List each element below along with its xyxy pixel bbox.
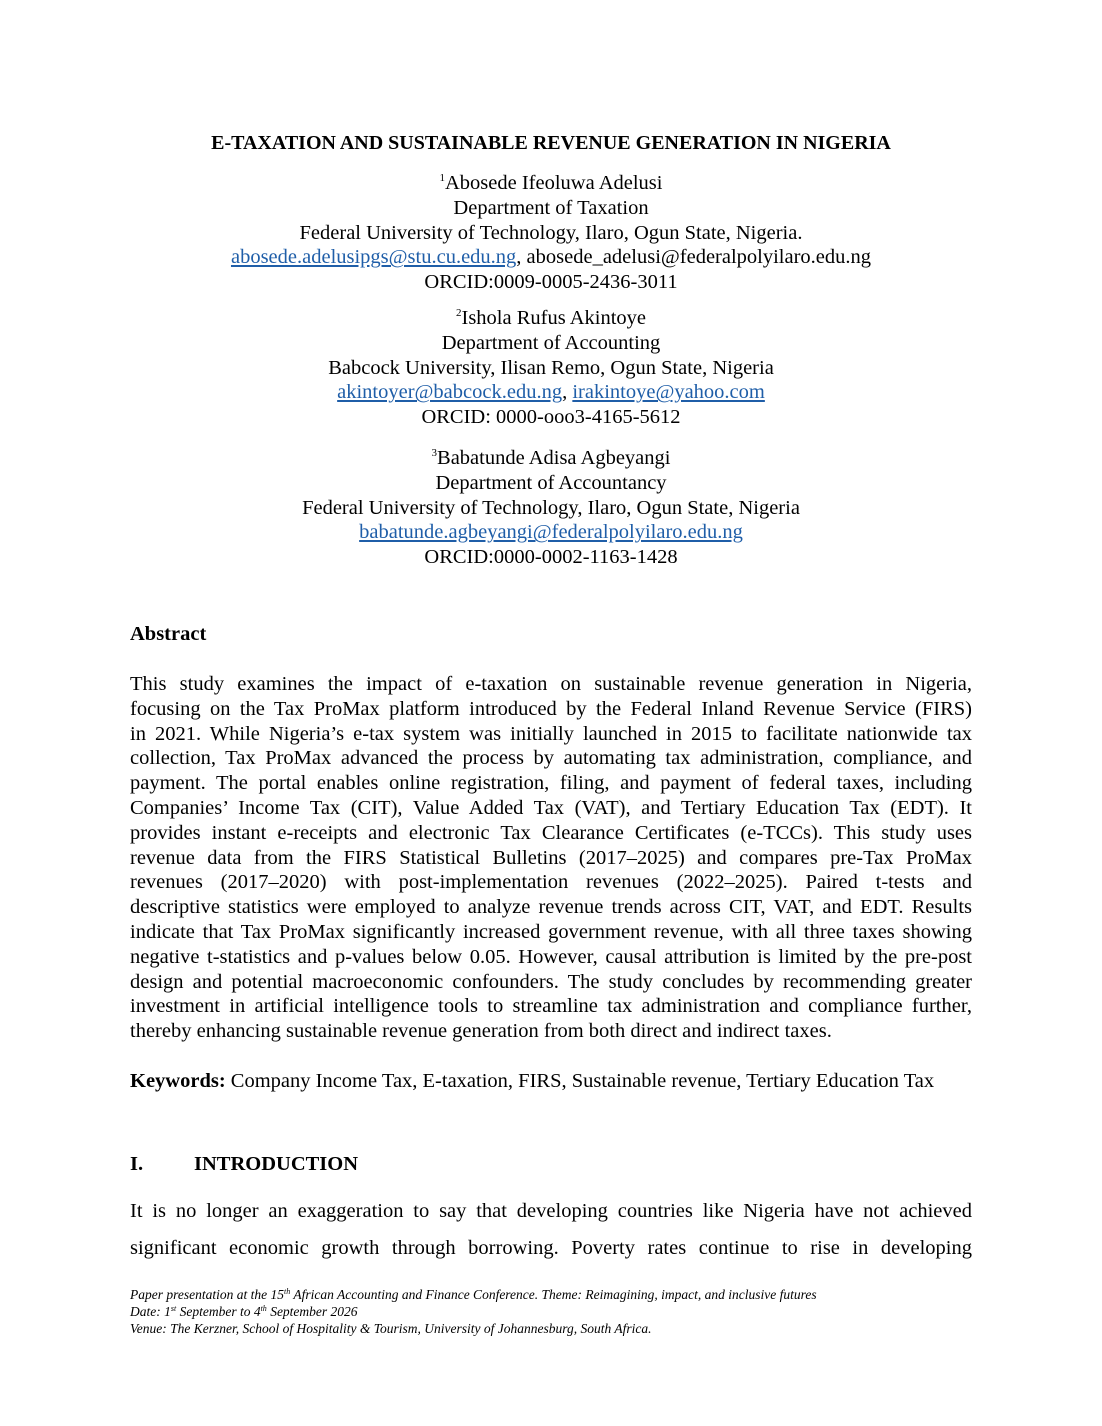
footer-date	[130, 1303, 972, 1320]
abstract-line: Companies’ Income Tax (CIT), Value Added Tax (VAT), and Tertiary Education Tax (EDT). It	[130, 796, 972, 819]
footer-text: September 2026	[266, 1304, 358, 1319]
footer-text: Paper presentation at the 15	[130, 1287, 284, 1302]
abstract-line: collection, Tax ProMax advanced the process by automating tax administration, compliance, and	[130, 747, 972, 770]
page-footer	[130, 1286, 972, 1337]
author-name-line	[130, 446, 972, 471]
body-line: It is no longer an exaggeration to say that developing countries like Nigeria have not achieved	[130, 1200, 972, 1222]
footer-sup: th	[260, 1304, 267, 1313]
footer-text: September to 4	[176, 1304, 261, 1319]
abstract-heading: Abstract	[130, 623, 207, 645]
author-emails	[130, 245, 972, 270]
author-affiliation: Federal University of Technology, Ilaro, Ogun State, Nigeria.	[299, 221, 803, 244]
author-affiliation: Babcock University, Ilisan Remo, Ogun State, Nigeria	[328, 356, 774, 379]
author-index: 3	[431, 447, 438, 459]
section-heading-introduction	[130, 1152, 358, 1176]
author-orcid: ORCID:0000-0002-1163-1428	[424, 546, 678, 569]
author-block-3	[130, 446, 972, 570]
author-affiliation: Federal University of Technology, Ilaro, Ogun State, Nigeria	[302, 496, 800, 519]
section-title: INTRODUCTION	[194, 1153, 359, 1175]
footer-sup: st	[170, 1304, 177, 1313]
author-department: Department of Accounting	[441, 331, 661, 354]
abstract-line: indicate that Tax ProMax significantly increased government revenue, with all three taxes showing	[130, 920, 972, 943]
footer-text: Date: 1	[130, 1304, 171, 1319]
paper-title: E-TAXATION AND SUSTAINABLE REVENUE GENERATION IN NIGERIA	[211, 132, 891, 154]
footer-text: African Accounting and Finance Conference. Theme: Reimagining, impact, and inclusive futures	[290, 1287, 817, 1302]
email-link[interactable]: abosede.adelusipgs@stu.cu.edu.ng	[230, 246, 517, 269]
author-orcid: ORCID:0009-0005-2436-3011	[424, 271, 678, 294]
keywords-label: Keywords:	[130, 1070, 226, 1092]
email-text: abosede_adelusi@federalpolyilaro.edu.ng	[526, 246, 872, 269]
author-name: Ishola Rufus Akintoye	[461, 307, 646, 329]
introduction-body	[130, 1193, 972, 1267]
author-orcid: ORCID: 0000-ooo3-4165-5612	[421, 406, 681, 429]
abstract-line: investment in artificial intelligence tools to streamline tax administration and compliance further,	[130, 995, 972, 1018]
abstract-line: design and potential macroeconomic confounders. The study concludes by recommending greater	[130, 970, 972, 993]
abstract-line: This study examines the impact of e-taxation on sustainable revenue generation in Nigeria,	[130, 673, 972, 695]
author-name-line	[130, 306, 972, 331]
author-emails	[130, 520, 972, 545]
keywords	[130, 1069, 972, 1094]
section-number: I.	[130, 1153, 144, 1175]
author-department: Department of Taxation	[453, 196, 649, 219]
author-block-1	[130, 171, 972, 295]
author-block-2	[130, 306, 972, 430]
email-link[interactable]: babatunde.agbeyangi@federalpolyilaro.edu.ng	[359, 521, 743, 544]
author-name: Babatunde Adisa Agbeyangi	[437, 447, 671, 469]
author-emails	[130, 380, 972, 405]
abstract-line: revenue data from the FIRS Statistical Bulletins (2017–2025) and compares pre-Tax ProMax	[130, 846, 972, 869]
author-name-line	[130, 171, 972, 196]
footer-conference	[130, 1286, 972, 1303]
abstract-line: descriptive statistics were employed to analyze revenue trends across CIT, VAT, and EDT. Results	[130, 896, 972, 919]
abstract-line: provides instant e-receipts and electronic Tax Clearance Certificates (e-TCCs). This study uses	[130, 821, 972, 844]
email-separator: ,	[562, 381, 573, 404]
keywords-text: Company Income Tax, E-taxation, FIRS, Sustainable revenue, Tertiary Education Tax	[225, 1070, 935, 1092]
email-link[interactable]: irakintoye@yahoo.com	[572, 381, 765, 404]
footer-sup: th	[283, 1287, 291, 1296]
abstract-line: in 2021. While Nigeria’s e-tax system was initially launched in 2015 to facilitate nationwide tax	[130, 722, 972, 745]
author-index: 2	[456, 307, 462, 319]
abstract-line: payment. The portal enables online registration, filing, and payment of federal taxes, including	[130, 772, 972, 795]
footer-venue: Venue: The Kerzner, School of Hospitality & Tourism, University of Johannesburg, South Africa.	[130, 1321, 652, 1336]
email-separator: ,	[516, 246, 527, 269]
author-index: 1	[439, 172, 445, 184]
author-name: Abosede Ifeoluwa Adelusi	[445, 172, 663, 194]
email-link[interactable]: akintoyer@babcock.edu.ng	[337, 381, 563, 404]
abstract-line: revenues (2017–2020) with post-implementation revenues (2022–2025). Paired t-tests and	[130, 871, 972, 894]
abstract-line: thereby enhancing sustainable revenue generation from both direct and indirect taxes.	[130, 1020, 832, 1043]
abstract-body	[130, 672, 972, 1044]
abstract-line: focusing on the Tax ProMax platform introduced by the Federal Inland Revenue Service (FIRS)	[130, 697, 972, 720]
author-department: Department of Accountancy	[435, 471, 667, 494]
abstract-line: negative t-statistics and p-values below 0.05. However, causal attribution is limited by the pre-post	[130, 945, 972, 968]
body-line: significant economic growth through borrowing. Poverty rates continue to rise in developing	[130, 1237, 972, 1259]
